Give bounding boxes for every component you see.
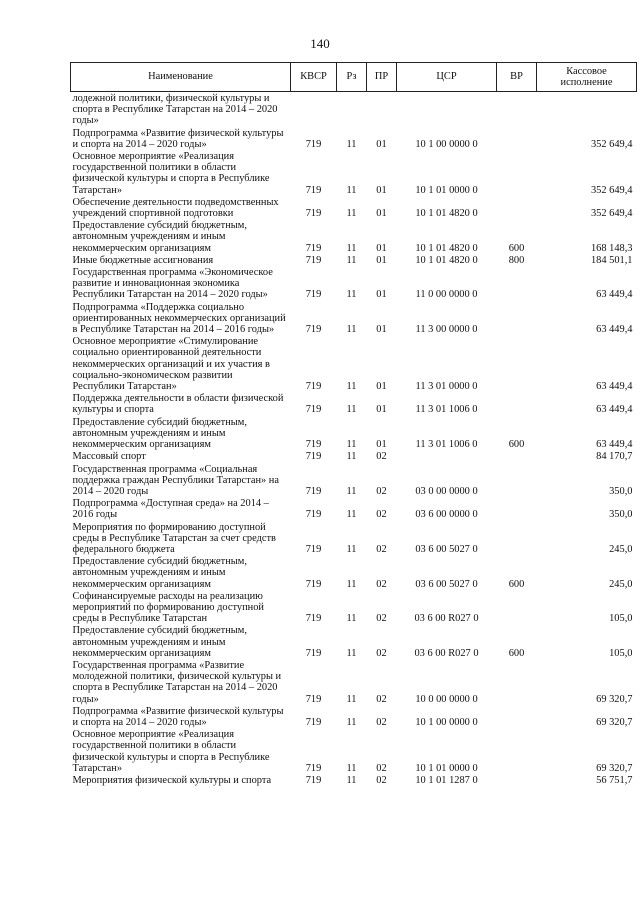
cell-kvsr: 719 [305, 138, 322, 150]
cell-name: Подпрограмма «Развитие физической культуры и спорта на 2014 – 2020 годы» [72, 127, 284, 150]
table-body [71, 92, 637, 787]
cell-kvsr: 719 [305, 324, 322, 336]
cell-rz: 11 [346, 543, 357, 555]
cell-amount: 69 320,7 [596, 716, 633, 728]
cell-name: Иные бюджетные ассигнования [72, 254, 214, 266]
table-row [71, 416, 637, 451]
table-row [71, 521, 637, 556]
cell-rz: 11 [346, 716, 357, 728]
cell-csr [397, 92, 497, 127]
table-row [71, 450, 637, 462]
cell-kvsr: 719 [305, 404, 322, 416]
cell-amount: 63 449,4 [596, 381, 633, 393]
header-name: Наименование [71, 63, 291, 92]
cell-name: Государственная программа «Развитие молодежной политики, физической культуры и спорта в Республике Татарстан на 2014 – 2020 годы» [72, 659, 282, 705]
table-row [71, 555, 637, 590]
cell-amount: 63 449,4 [596, 324, 633, 336]
cell-pr: 01 [376, 138, 387, 150]
cell-rz [337, 92, 367, 127]
cell-name: Подпрограмма «Поддержка социально ориентированных некоммерческих организаций в Республике Татарстан на 2014 – 2016 годы» [72, 301, 286, 336]
cell-vr: 600 [508, 578, 525, 590]
budget-table [70, 62, 637, 786]
table-row [71, 335, 637, 392]
cell-rz: 11 [346, 762, 357, 774]
cell-amount: 168 148,3 [590, 242, 633, 254]
cell-name: Подпрограмма «Доступная среда» на 2014 – 2016 годы [72, 498, 269, 521]
cell-amount: 84 170,7 [596, 451, 633, 463]
cell-amount: 56 751,7 [596, 774, 633, 786]
cell-csr: 03 6 00 0000 0 [415, 509, 478, 521]
cell-amount: 69 320,7 [596, 762, 633, 774]
cell-pr: 02 [376, 774, 387, 786]
cell-name: Обеспечение деятельности подведомственных учреждений спортивной подготовки [72, 196, 279, 220]
cell-rz: 11 [346, 138, 357, 150]
cell-kvsr: 719 [305, 647, 322, 659]
cell-pr: 01 [376, 242, 387, 254]
cell-rz: 11 [346, 254, 357, 266]
cell-pr: 02 [376, 693, 387, 705]
cell-vr [497, 521, 537, 556]
cell-csr: 03 6 00 R027 0 [414, 613, 479, 625]
table-row [71, 254, 637, 266]
cell-pr [367, 92, 397, 127]
cell-name: Основное мероприятие «Реализация государственной политики в области физической культуры и спорта в Республике Татарстан» [72, 729, 270, 774]
cell-csr: 11 0 00 0000 0 [415, 289, 478, 301]
cell-kvsr: 719 [305, 184, 322, 196]
cell-pr: 02 [376, 509, 387, 521]
cell-vr: 800 [508, 254, 525, 266]
cell-amount: 63 449,4 [596, 439, 633, 451]
table-row [71, 92, 637, 127]
table-row [71, 219, 637, 254]
cell-pr: 01 [376, 324, 387, 336]
cell-amount: 245,0 [609, 543, 633, 555]
cell-name: лодежной политики, физической культуры и спорта в Республике Татарстан на 2014 – 2020 годы» [72, 93, 278, 127]
cell-csr: 11 3 01 1006 0 [415, 404, 478, 416]
cell-amount: 352 649,4 [590, 184, 633, 196]
cell-kvsr: 719 [305, 543, 322, 555]
cell-kvsr: 719 [305, 381, 322, 393]
cell-csr: 10 1 01 0000 0 [415, 184, 478, 196]
cell-rz: 11 [346, 404, 357, 416]
cell-kvsr: 719 [305, 289, 322, 301]
cell-pr: 02 [376, 762, 387, 774]
cell-csr: 11 3 00 0000 0 [415, 324, 478, 336]
table-row [71, 774, 637, 786]
table-row [71, 705, 637, 728]
cell-vr [497, 196, 537, 219]
page-number: 140 [310, 36, 330, 51]
cell-amount: 352 649,4 [590, 138, 633, 150]
cell-amount: 245,0 [609, 578, 633, 590]
cell-amount: 352 649,4 [590, 208, 633, 220]
cell-name: Массовый спорт [72, 451, 146, 463]
cell-rz: 11 [346, 451, 357, 463]
table-header-row [71, 63, 637, 92]
cell-kvsr: 719 [305, 774, 322, 786]
cell-kvsr: 719 [305, 578, 322, 590]
cell-rz: 11 [346, 242, 357, 254]
cell-vr [497, 659, 537, 705]
cell-vr: 600 [508, 647, 525, 659]
cell-csr: 10 1 01 4820 0 [415, 242, 478, 254]
cell-pr: 01 [376, 404, 387, 416]
table-row [71, 659, 637, 705]
cell-pr: 01 [376, 289, 387, 301]
cell-kvsr: 719 [305, 613, 322, 625]
cell-csr: 10 1 00 0000 0 [415, 716, 478, 728]
cell-name: Основное мероприятие «Стимулирование социально ориентированной деятельности некоммерческих организаций и их участия в социально-экономическом развитии Республики Татарстан» [72, 336, 270, 393]
header-rz: Рз [337, 63, 367, 92]
cell-pr: 02 [376, 578, 387, 590]
cell-name: Предоставление субсидий бюджетным, автономным учреждениям и иным некоммерческим организациям [72, 625, 247, 659]
cell-amount: 63 449,4 [596, 289, 633, 301]
cell-csr: 10 1 01 1287 0 [415, 774, 478, 786]
header-kassa: Кассовое исполнение [537, 63, 637, 92]
cell-csr: 11 3 01 1006 0 [415, 439, 478, 451]
cell-vr: 600 [508, 439, 525, 451]
cell-vr: 600 [508, 242, 525, 254]
cell-amount: 63 449,4 [596, 404, 633, 416]
cell-csr: 10 1 00 0000 0 [415, 138, 478, 150]
cell-csr: 03 6 00 5027 0 [415, 543, 478, 555]
cell-rz: 11 [346, 509, 357, 521]
cell-pr: 01 [376, 184, 387, 196]
table-row [71, 624, 637, 659]
cell-vr [497, 150, 537, 196]
cell-csr: 10 1 01 4820 0 [415, 208, 478, 220]
cell-kvsr: 719 [305, 242, 322, 254]
table-row [71, 392, 637, 415]
cell-pr: 01 [376, 208, 387, 220]
cell-rz: 11 [346, 381, 357, 393]
cell-name: Государственная программа «Экономическое развитие и инновационная экономика Республики Татарстан на 2014 – 2020 годы» [72, 267, 273, 301]
cell-pr: 01 [376, 254, 387, 266]
cell-pr: 02 [376, 485, 387, 497]
cell-vr [497, 301, 537, 336]
cell-rz: 11 [346, 184, 357, 196]
cell-vr [497, 266, 537, 301]
cell-kvsr: 719 [305, 509, 322, 521]
cell-pr: 01 [376, 439, 387, 451]
cell-rz: 11 [346, 578, 357, 590]
cell-kvsr: 719 [305, 254, 322, 266]
cell-csr: 11 3 01 0000 0 [415, 381, 478, 393]
cell-rz: 11 [346, 208, 357, 220]
cell-name: Софинансируемые расходы на реализацию мероприятий по формированию доступной среды в Республике Татарстан [72, 590, 264, 625]
cell-rz: 11 [346, 647, 357, 659]
cell-kvsr: 719 [305, 451, 322, 463]
cell-amount: 105,0 [609, 613, 633, 625]
table-row [71, 590, 637, 625]
cell-name: Предоставление субсидий бюджетным, автономным учреждениям и иным некоммерческим организациям [72, 556, 247, 590]
table-row [71, 150, 637, 196]
cell-csr: 03 6 00 5027 0 [415, 578, 478, 590]
cell-kvsr: 719 [305, 208, 322, 220]
cell-csr: 10 1 01 4820 0 [415, 254, 478, 266]
cell-pr: 02 [376, 543, 387, 555]
cell-vr [497, 335, 537, 392]
cell-vr [497, 705, 537, 728]
cell-kvsr: 719 [305, 762, 322, 774]
table-row [71, 266, 637, 301]
header-kvsr: КВСР [291, 63, 337, 92]
cell-csr: 10 0 00 0000 0 [415, 693, 478, 705]
cell-vr [497, 497, 537, 520]
cell-vr [497, 92, 537, 127]
table-row [71, 301, 637, 336]
cell-kvsr [291, 92, 337, 127]
cell-pr: 02 [376, 647, 387, 659]
cell-kvsr: 719 [305, 693, 322, 705]
table-row [71, 196, 637, 219]
cell-kvsr: 719 [305, 439, 322, 451]
cell-csr [397, 450, 497, 462]
cell-pr: 01 [376, 381, 387, 393]
cell-vr [497, 463, 537, 498]
cell-vr [497, 590, 537, 625]
cell-name: Мероприятия по формированию доступной среды в Республике Татарстан за счет средств федерального бюджета [72, 521, 276, 555]
header-pr: ПР [367, 63, 397, 92]
cell-rz: 11 [346, 693, 357, 705]
table-row [71, 728, 637, 774]
cell-rz: 11 [346, 324, 357, 336]
cell-name: Подпрограмма «Развитие физической культуры и спорта на 2014 – 2020 годы» [72, 705, 284, 728]
cell-name: Государственная программа «Социальная поддержка граждан Республики Татарстан» на 2014 – 2020 годы [72, 463, 279, 497]
cell-amount: 184 501,1 [590, 254, 633, 266]
header-csr: ЦСР [397, 63, 497, 92]
cell-vr [497, 774, 537, 786]
cell-rz: 11 [346, 774, 357, 786]
cell-csr: 10 1 01 0000 0 [415, 762, 478, 774]
header-vr: ВР [497, 63, 537, 92]
cell-pr: 02 [376, 451, 387, 463]
cell-vr [497, 728, 537, 774]
cell-vr [497, 392, 537, 415]
cell-name: Предоставление субсидий бюджетным, автономным учреждениям и иным некоммерческим организациям [72, 416, 247, 451]
cell-rz: 11 [346, 289, 357, 301]
table-row [71, 463, 637, 498]
cell-amount: 69 320,7 [596, 693, 633, 705]
cell-csr: 03 6 00 R027 0 [414, 647, 479, 659]
cell-amount: 105,0 [609, 647, 633, 659]
cell-rz: 11 [346, 485, 357, 497]
cell-name: Предоставление субсидий бюджетным, автономным учреждениям и иным некоммерческим организациям [72, 220, 247, 254]
cell-pr: 02 [376, 613, 387, 625]
cell-name: Поддержка деятельности в области физической культуры и спорта [72, 393, 284, 416]
cell-rz: 11 [346, 439, 357, 451]
cell-csr: 03 0 00 0000 0 [415, 485, 478, 497]
cell-kvsr: 719 [305, 716, 322, 728]
cell-rz: 11 [346, 613, 357, 625]
cell-name: Основное мероприятие «Реализация государственной политики в области физической культуры и спорта в Республике Татарстан» [72, 151, 270, 196]
table-row [71, 127, 637, 150]
cell-vr [497, 127, 537, 150]
cell-pr: 02 [376, 716, 387, 728]
cell-amount [537, 92, 637, 127]
table-row [71, 497, 637, 520]
cell-amount: 350,0 [609, 485, 633, 497]
cell-name: Мероприятия физической культуры и спорта [72, 774, 272, 786]
cell-kvsr: 719 [305, 485, 322, 497]
cell-vr [497, 450, 537, 462]
cell-amount: 350,0 [609, 509, 633, 521]
